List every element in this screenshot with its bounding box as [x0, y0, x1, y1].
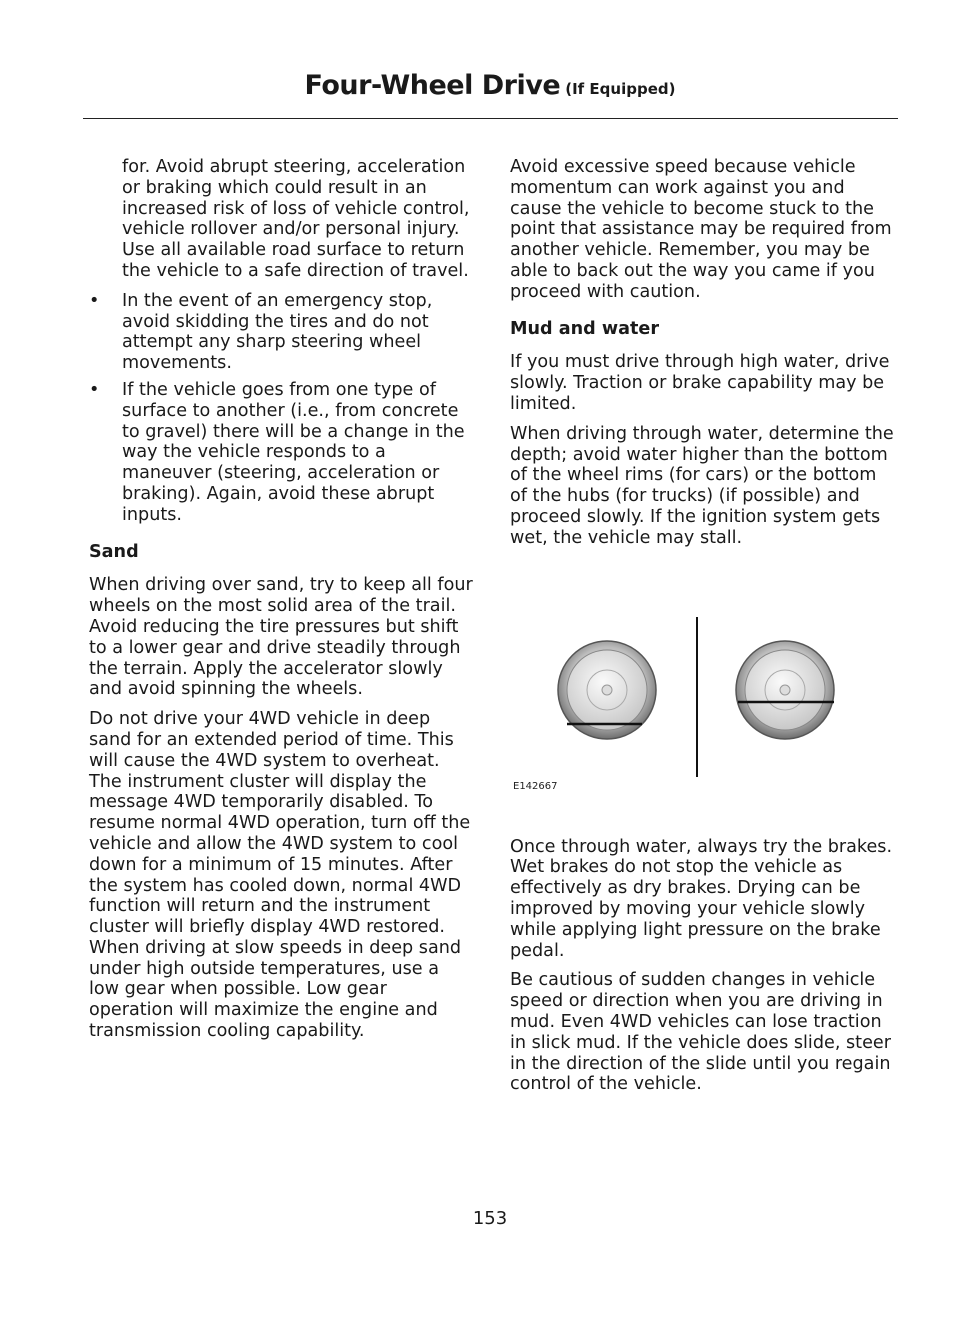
truck-wheel-icon: [736, 641, 834, 739]
sand-paragraph-2: Do not drive your 4WD vehicle in deep sand for an extended period of time. This will cause the 4WD system to overheat. The instrument cluster will display the message 4WD temporarily disabled. To resume normal 4WD operation, turn off the vehicle and allow the 4WD system to cool down for a minimum of 15 minutes. After the system has cooled down, normal 4WD function will return and the instrument cluster will briefly display 4WD restored. When driving at slow speeds in deep sand under high outside temperatures, use a low gear when possible. Low gear operation will maximize the engine and transmission cooling capability.: [89, 709, 471, 1042]
brakes-paragraph: Once through water, always try the brakes. Wet brakes do not stop the vehicle as effectively as dry brakes. Drying can be improved by moving your vehicle slowly while applying light pressure on the brake pedal.: [510, 836, 893, 961]
mud-paragraph-1: If you must drive through high water, drive slowly. Traction or brake capability may be limited.: [510, 352, 890, 414]
mud-water-heading: Mud and water: [510, 318, 660, 339]
page-header: [0, 70, 954, 101]
bullet-text: In the event of an emergency stop, avoid skidding the tires and do not attempt any sharp steering wheel movements.: [122, 290, 433, 374]
page-title: Four-Wheel Drive: [304, 70, 561, 101]
continued-paragraph: for. Avoid abrupt steering, acceleration or braking which could result in an increased risk of loss of vehicle control, vehicle rollover and/or personal injury. Use all available road surface to return the vehicle to a safe direction of travel.: [122, 157, 470, 281]
right-column: [510, 157, 895, 1104]
car-wheel-icon: [558, 641, 656, 739]
mud-caution-paragraph: Be cautious of sudden changes in vehicle speed or direction when you are driving in mud. Even 4WD vehicles can lose traction in slick mud. If the vehicle does slide, steer in the direction of the slide until you regain control of the vehicle.: [510, 970, 891, 1095]
mud-paragraph-2: When driving through water, determine the depth; avoid water higher than the bottom of the wheel rims (for cars) or the bottom of the hubs (for trucks) (if possible) and proceed slowly. If the ignition system gets wet, the vehicle may stall.: [510, 423, 894, 548]
bullet-mark: •: [89, 379, 100, 400]
page-number: 153: [472, 1208, 508, 1229]
speed-paragraph: Avoid excessive speed because vehicle momentum can work against you and cause the vehicle to become stuck to the point that assistance may be required from another vehicle. Remember, you may be able to back out the way you came if you proceed with caution.: [510, 157, 892, 302]
bullet-item: [89, 291, 474, 374]
left-column: [89, 157, 474, 1051]
sand-heading: Sand: [89, 541, 139, 562]
bullet-item: [89, 380, 474, 526]
figure-label: E142667: [513, 780, 558, 792]
bullet-text: If the vehicle goes from one type of surface to another (i.e., from concrete to gravel) there will be a change in the way the vehicle responds to a maneuver (steering, acceleration or braking). Again, avoid these abrupt inputs.: [122, 379, 465, 525]
wheel-depth-illustration: [510, 577, 895, 777]
page-title-qualifier: (If Equipped): [565, 80, 676, 98]
sand-paragraph-1: When driving over sand, try to keep all four wheels on the most solid area of the trail. Avoid reducing the tire pressures but shift to a lower gear and drive steadily through the terrain. Apply the accelerator slowly and avoid spinning the wheels.: [89, 575, 473, 700]
bullet-mark: •: [89, 290, 100, 311]
water-depth-figure: [510, 577, 895, 837]
header-rule: [83, 118, 898, 119]
